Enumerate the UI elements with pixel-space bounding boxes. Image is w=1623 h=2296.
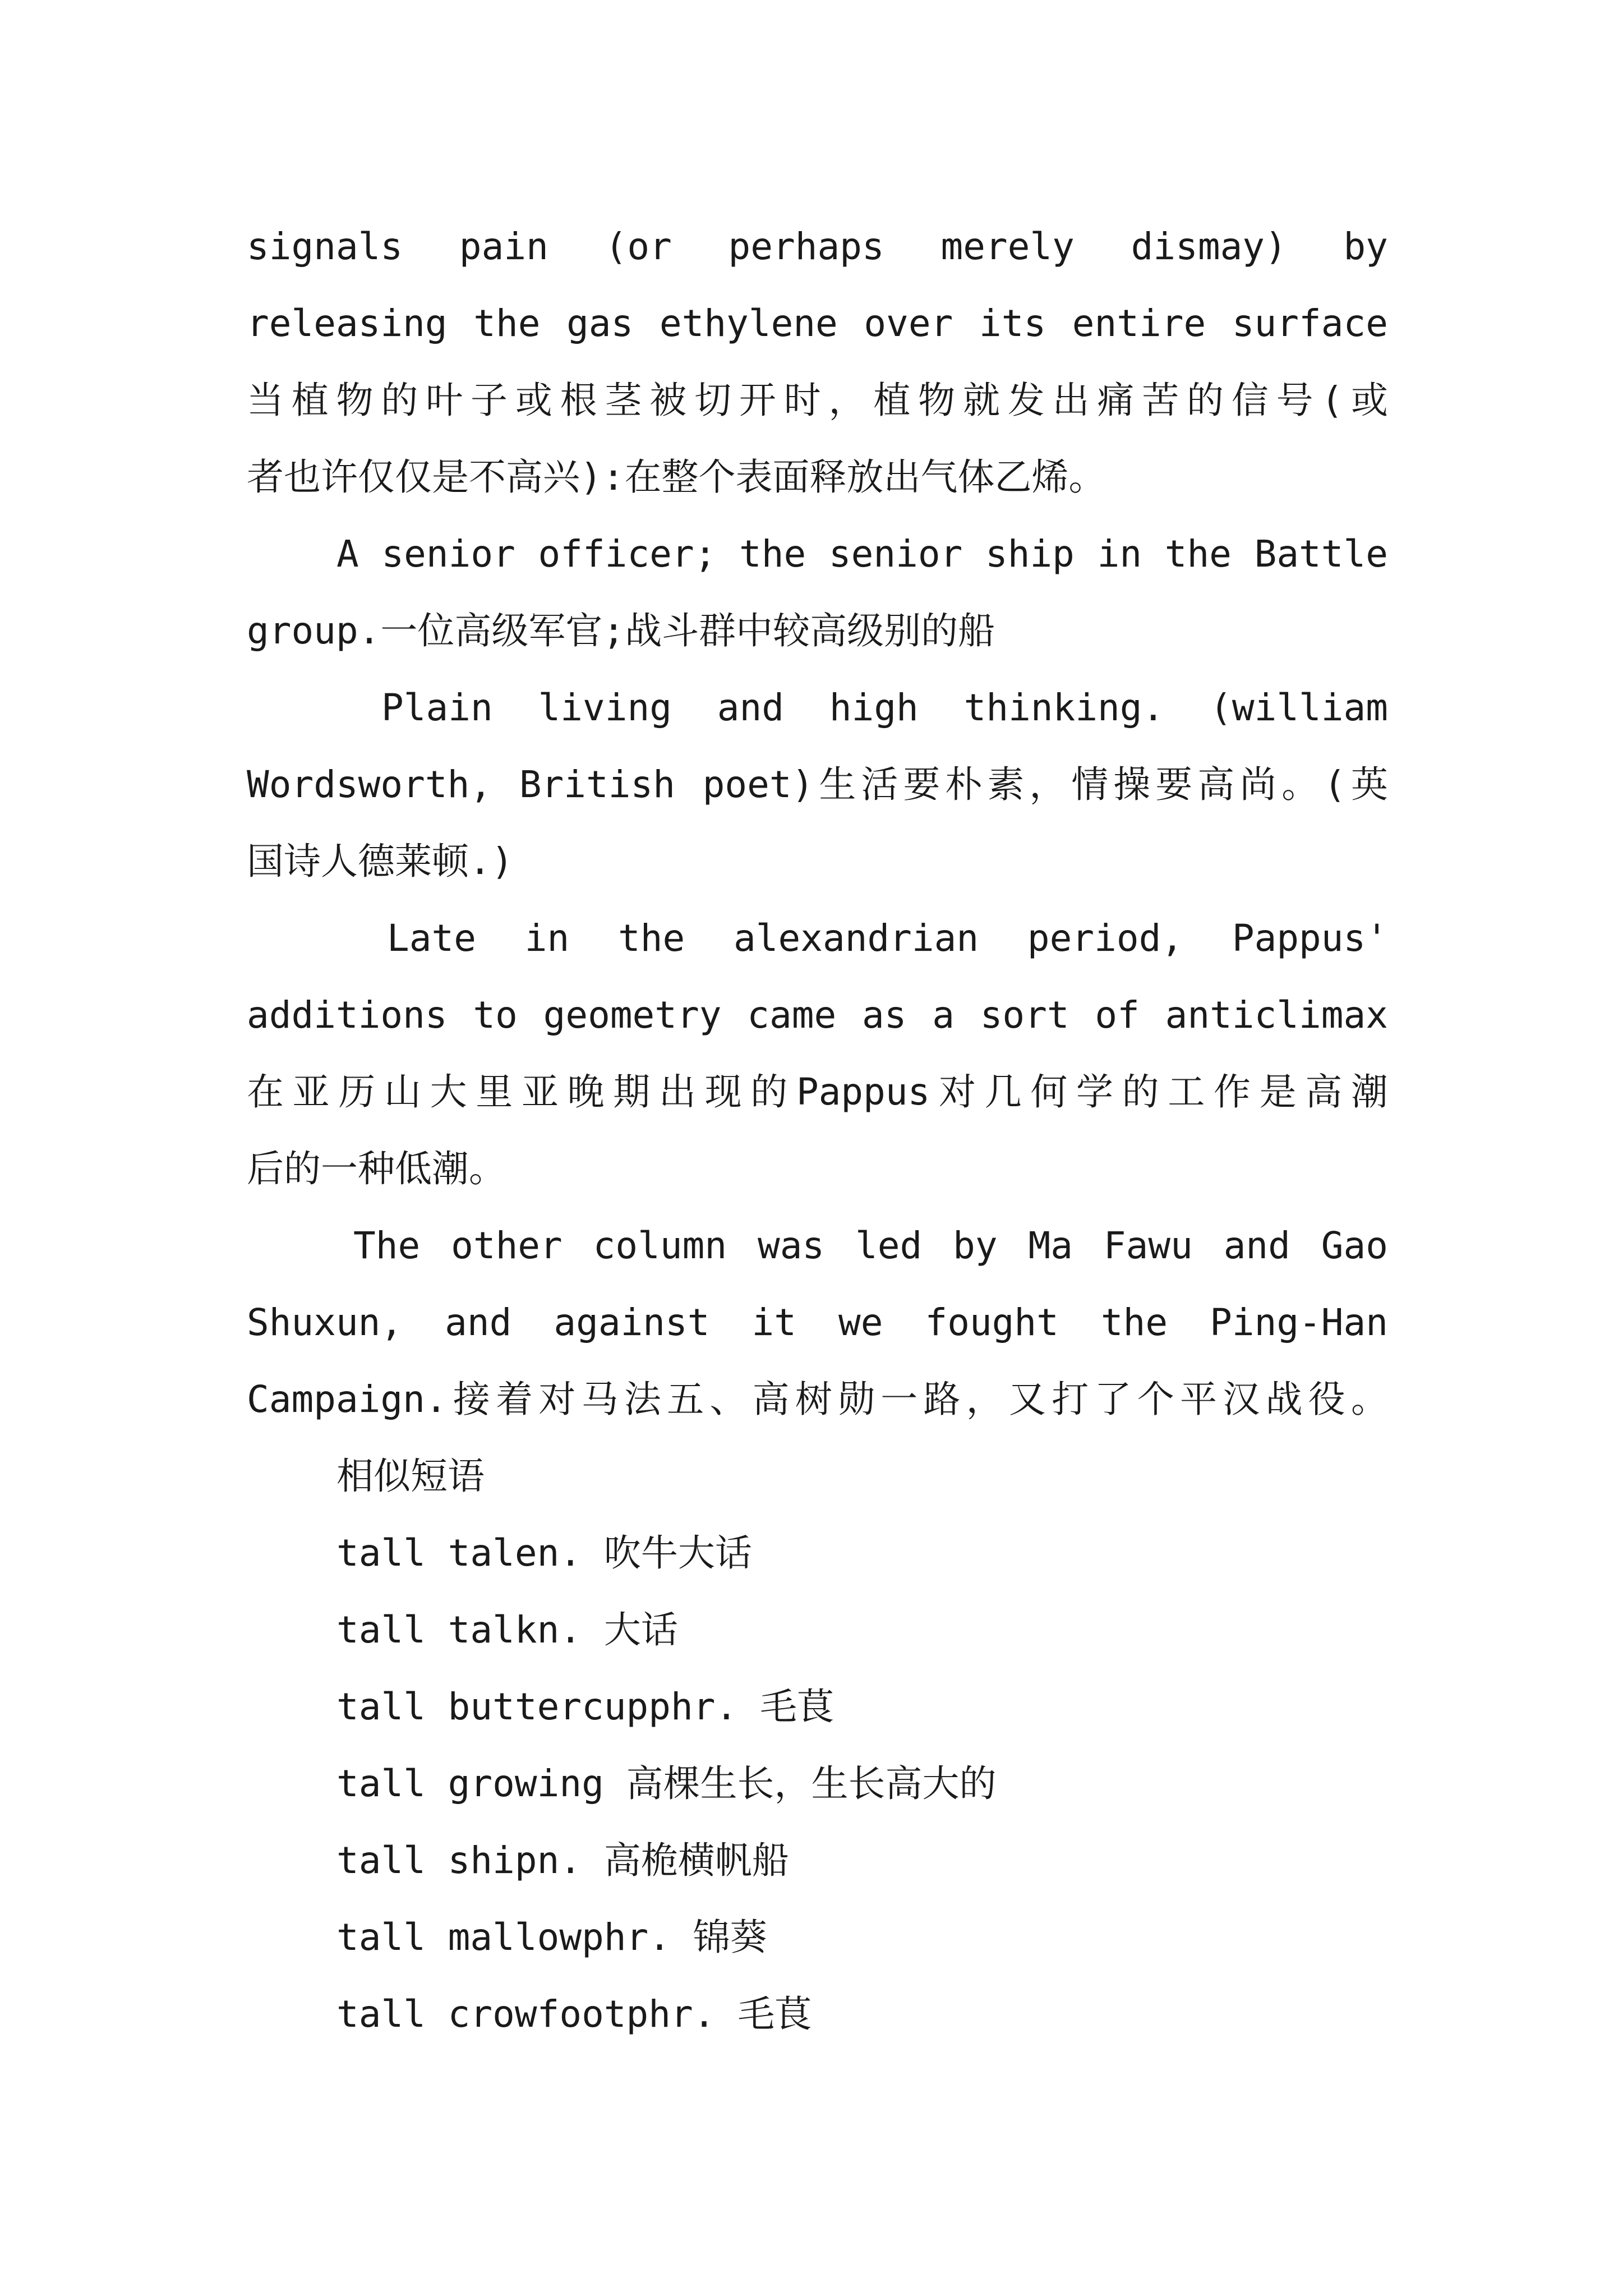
text-line: group.一位高级军官;战斗群中较高级别的船 bbox=[247, 609, 995, 652]
text-line: Wordsworth, British poet)生活要朴素，情操要高尚。(英 bbox=[247, 763, 1388, 806]
similar-phrases-heading: 相似短语 bbox=[336, 1455, 485, 1498]
text-line: 在亚历山大里亚晚期出现的Pappus对几何学的工作是高潮 bbox=[247, 1070, 1388, 1114]
text-line: Campaign.接着对马法五、高树勋一路，又打了个平汉战役。 bbox=[247, 1378, 1388, 1421]
text-line: A senior officer; the senior ship in the Battle bbox=[336, 532, 1388, 576]
phrase-item: tall crowfootphr. 毛茛 bbox=[336, 1993, 812, 2036]
phrase-item: tall mallowphr. 锦葵 bbox=[336, 1916, 767, 1959]
phrase-item: tall buttercupphr. 毛茛 bbox=[336, 1685, 834, 1728]
text-line: The other column was led by Ma Fawu and Gao bbox=[353, 1224, 1388, 1267]
phrase-item: tall growing 高棵生长，生长高大的 bbox=[336, 1762, 997, 1805]
text-line: additions to geometry came as a sort of anticlimax bbox=[247, 993, 1388, 1037]
text-line: Late in the alexandrian period, Pappus' bbox=[387, 917, 1388, 960]
text-line: Shuxun, and against it we fought the Ping-Han bbox=[247, 1301, 1388, 1344]
text-line: signals pain (or perhaps merely dismay) by bbox=[247, 225, 1388, 268]
text-line: 当植物的叶子或根茎被切开时，植物就发出痛苦的信号(或 bbox=[247, 379, 1388, 422]
phrase-item: tall talen. 吹牛大话 bbox=[336, 1531, 752, 1575]
text-line: 后的一种低潮。 bbox=[247, 1147, 506, 1190]
text-line: Plain living and high thinking. (william bbox=[381, 686, 1388, 729]
phrase-item: tall talkn. 大话 bbox=[336, 1608, 678, 1651]
text-line: 者也许仅仅是不高兴):在整个表面释放出气体乙烯。 bbox=[247, 455, 1106, 499]
text-line: 国诗人德莱顿.) bbox=[247, 840, 514, 883]
phrase-item: tall shipn. 高桅横帆船 bbox=[336, 1839, 789, 1882]
text-line: releasing the gas ethylene over its entire surface bbox=[247, 302, 1388, 345]
